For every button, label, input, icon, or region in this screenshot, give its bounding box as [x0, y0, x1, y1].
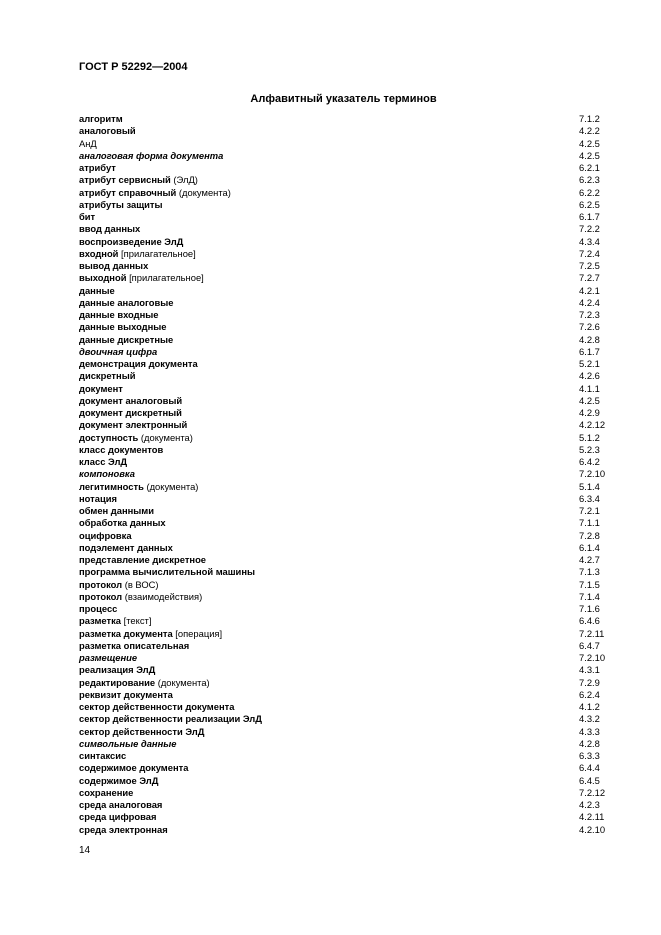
section-reference: 4.1.2 [579, 701, 600, 712]
index-entry [79, 407, 613, 419]
term-text: двоичная цифра [79, 345, 158, 357]
index-term [79, 713, 262, 724]
section-reference: 4.3.2 [579, 713, 600, 725]
term-text: содержимое документа [79, 762, 189, 774]
section-reference: 4.2.8 [579, 737, 600, 749]
section-reference: 5.1.4 [579, 480, 600, 492]
index-term [79, 358, 198, 369]
index-entry [79, 395, 613, 407]
term-text: демонстрация документа [79, 358, 198, 369]
term-text: процесс [79, 603, 118, 614]
index-entry [79, 187, 613, 199]
section-reference: 6.1.7 [579, 345, 600, 357]
document-header: ГОСТ Р 52292—2004 [79, 61, 188, 73]
term-text: компоновка [79, 468, 135, 480]
term-text: размещение [79, 652, 138, 663]
section-reference: 4.2.11 [579, 811, 605, 823]
term-text: аналоговая форма документа [79, 149, 224, 161]
term-text: класс ЭлД [79, 456, 128, 467]
index-entry [79, 530, 613, 542]
index-term [79, 640, 189, 651]
index-entry [79, 248, 613, 260]
index-entry [79, 799, 613, 811]
index-entry [79, 640, 613, 652]
index-term [79, 432, 193, 443]
term-text: данные [79, 284, 115, 296]
term-qualifier: (документа) [176, 186, 231, 198]
section-reference: 7.1.6 [579, 603, 600, 614]
section-reference: 4.2.9 [579, 407, 600, 418]
term-text: подэлемент данных [79, 541, 173, 553]
section-reference: 4.3.1 [579, 664, 600, 676]
term-index [79, 113, 613, 836]
index-entry [79, 542, 613, 554]
index-term [79, 309, 159, 320]
section-reference: 7.2.10 [579, 652, 606, 663]
term-qualifier: АнД [79, 137, 97, 149]
index-term [79, 383, 123, 394]
section-reference: 4.2.6 [579, 370, 600, 382]
section-reference: 7.2.10 [579, 468, 606, 480]
section-reference: 7.2.1 [579, 505, 600, 516]
index-term [79, 591, 202, 602]
index-term [79, 530, 132, 541]
term-qualifier: (документа) [155, 676, 210, 688]
term-text: входной [79, 247, 119, 259]
term-qualifier: (документа) [143, 480, 199, 492]
index-entry [79, 701, 613, 713]
index-entry [79, 174, 613, 186]
index-term [79, 677, 210, 688]
term-text: синтаксис [79, 750, 127, 761]
index-entry [79, 113, 613, 125]
index-term [79, 334, 173, 345]
term-text: атрибуты защиты [79, 198, 163, 210]
index-entry [79, 223, 613, 235]
section-reference: 6.4.2 [579, 456, 600, 467]
index-entry [79, 321, 613, 333]
term-text: обмен данными [79, 505, 155, 516]
term-qualifier: [прилагательное] [126, 272, 204, 284]
section-reference: 7.2.9 [579, 676, 600, 688]
index-term [79, 113, 123, 124]
index-entry [79, 664, 613, 676]
term-text: сохранение [79, 786, 134, 798]
section-reference: 6.3.3 [579, 750, 600, 761]
section-reference: 4.2.4 [579, 296, 600, 308]
section-reference: 7.2.12 [579, 786, 606, 798]
section-reference: 4.2.2 [579, 125, 600, 137]
index-entry [79, 517, 613, 529]
index-entry [79, 199, 613, 211]
term-text: разметка [79, 615, 122, 627]
index-entry [79, 260, 613, 272]
section-reference: 4.2.10 [579, 823, 606, 835]
term-qualifier: (документа) [138, 431, 193, 443]
term-text: разметка документа [79, 627, 173, 639]
section-reference: 7.1.3 [579, 566, 600, 578]
index-entry [79, 566, 613, 578]
index-term [79, 726, 204, 737]
term-text: атрибут [79, 162, 116, 173]
index-term [79, 566, 255, 577]
term-text: ввод данных [79, 223, 141, 235]
index-term [79, 824, 168, 835]
index-term [79, 615, 151, 626]
term-text: аналоговый [79, 125, 136, 137]
index-term [79, 750, 126, 761]
term-text: сектор действенности документа [79, 701, 235, 712]
index-term [79, 125, 136, 136]
index-title: Алфавитный указатель терминов [250, 93, 437, 105]
section-reference: 4.3.4 [579, 235, 600, 247]
index-entry [79, 236, 613, 248]
index-term [79, 138, 97, 149]
term-text: атрибут сервисный [79, 174, 171, 186]
section-reference: 6.1.4 [579, 541, 600, 553]
index-entry [79, 738, 613, 750]
term-text: легитимность [79, 480, 144, 492]
term-text: символьные данные [79, 737, 177, 749]
term-text: документ аналоговый [79, 394, 183, 406]
term-text: представление дискретное [79, 554, 207, 565]
index-term [79, 223, 140, 234]
term-text: данные входные [79, 309, 159, 320]
index-term [79, 579, 159, 590]
section-reference: 4.2.3 [579, 799, 600, 810]
index-entry [79, 811, 613, 823]
index-entry [79, 150, 613, 162]
term-text: вывод данных [79, 260, 149, 271]
term-text: среда электронная [79, 823, 168, 835]
index-entry [79, 493, 613, 505]
index-entry [79, 628, 613, 640]
term-text: сектор действенности реализации ЭлД [79, 713, 262, 725]
index-term [79, 236, 183, 247]
term-text: бит [79, 211, 96, 222]
index-term [79, 419, 187, 430]
section-reference: 7.2.7 [579, 272, 600, 284]
index-term [79, 285, 115, 296]
index-entry [79, 297, 613, 309]
index-entry [79, 689, 613, 701]
index-term [79, 554, 206, 565]
index-entry [79, 591, 613, 603]
index-term [79, 395, 182, 406]
index-entry [79, 787, 613, 799]
section-reference: 7.1.1 [579, 517, 600, 529]
section-reference: 4.1.1 [579, 382, 600, 394]
section-reference: 6.4.6 [579, 615, 600, 627]
index-term [79, 701, 234, 712]
index-term [79, 444, 163, 455]
section-reference: 6.2.2 [579, 186, 600, 198]
index-entry [79, 713, 613, 725]
index-entry [79, 762, 613, 774]
term-text: данные дискретные [79, 333, 174, 345]
index-entry [79, 603, 613, 615]
term-text: алгоритм [79, 113, 123, 124]
index-term [79, 260, 148, 271]
term-text: содержимое ЭлД [79, 774, 159, 786]
section-reference: 4.2.5 [579, 137, 600, 149]
term-text: программа вычислительной машины [79, 566, 255, 578]
index-entry [79, 346, 613, 358]
page-number: 14 [79, 845, 91, 856]
term-text: документ электронный [79, 419, 188, 431]
section-reference: 6.2.5 [579, 198, 600, 210]
section-reference: 7.2.11 [579, 627, 605, 639]
section-reference: 4.2.5 [579, 149, 600, 161]
term-text: обработка данных [79, 517, 166, 529]
index-entry [79, 481, 613, 493]
index-term [79, 297, 173, 308]
section-reference: 7.2.4 [579, 247, 600, 259]
index-term [79, 162, 116, 173]
index-term [79, 370, 135, 381]
index-term [79, 652, 137, 663]
section-reference: 5.2.3 [579, 443, 600, 455]
index-entry [79, 383, 613, 395]
index-term [79, 407, 182, 418]
index-entry [79, 468, 613, 480]
section-reference: 6.2.4 [579, 688, 600, 700]
section-reference: 7.1.5 [579, 578, 600, 590]
section-reference: 6.2.3 [579, 174, 600, 186]
index-term [79, 542, 173, 553]
term-text: реквизит документа [79, 688, 173, 700]
index-term [79, 248, 196, 259]
index-entry [79, 138, 613, 150]
index-term [79, 468, 135, 479]
term-text: редактирование [79, 676, 156, 688]
term-text: сектор действенности ЭлД [79, 725, 205, 737]
index-term [79, 493, 117, 504]
index-entry [79, 211, 613, 223]
term-text: документ [79, 382, 123, 394]
index-term [79, 762, 188, 773]
section-reference: 7.1.4 [579, 590, 600, 602]
index-term [79, 628, 222, 639]
section-reference: 6.4.7 [579, 639, 600, 651]
index-term [79, 187, 231, 198]
index-entry [79, 750, 613, 762]
term-qualifier: (взаимодействия) [122, 590, 203, 602]
index-term [79, 505, 154, 516]
index-term [79, 481, 198, 492]
index-term [79, 174, 198, 185]
term-text: разметка описательная [79, 639, 190, 651]
term-qualifier: [операция] [172, 627, 223, 639]
index-term [79, 689, 173, 700]
index-entry [79, 652, 613, 664]
term-text: воспроизведение ЭлД [79, 235, 184, 247]
section-reference: 7.2.3 [579, 309, 600, 320]
index-entry [79, 272, 613, 284]
term-text: класс документов [79, 443, 164, 455]
index-entry [79, 677, 613, 689]
section-reference: 4.2.1 [579, 284, 600, 296]
index-entry [79, 505, 613, 517]
index-entry [79, 125, 613, 137]
term-text: среда аналоговая [79, 799, 163, 810]
index-term [79, 738, 176, 749]
section-reference: 5.2.1 [579, 358, 600, 369]
term-text: среда цифровая [79, 811, 157, 823]
section-reference: 4.2.7 [579, 554, 600, 565]
section-reference: 7.1.2 [579, 113, 600, 124]
index-entry [79, 309, 613, 321]
index-term [79, 456, 127, 467]
index-term [79, 272, 204, 283]
index-entry [79, 775, 613, 787]
index-entry [79, 419, 613, 431]
index-entry [79, 726, 613, 738]
index-term [79, 787, 133, 798]
section-reference: 4.2.8 [579, 333, 600, 345]
index-entry [79, 615, 613, 627]
term-text: данные выходные [79, 321, 167, 333]
index-term [79, 517, 166, 528]
index-entry [79, 358, 613, 370]
index-term [79, 346, 157, 357]
section-reference: 6.2.1 [579, 162, 600, 173]
index-term [79, 199, 163, 210]
term-qualifier: (ЭлД) [170, 174, 198, 186]
index-entry [79, 554, 613, 566]
index-entry [79, 285, 613, 297]
section-reference: 6.4.4 [579, 762, 600, 774]
section-reference: 6.3.4 [579, 492, 600, 504]
index-term [79, 799, 162, 810]
term-text: данные аналоговые [79, 296, 174, 308]
section-reference: 5.1.2 [579, 431, 600, 443]
section-reference: 6.1.7 [579, 211, 600, 222]
section-reference: 7.2.8 [579, 529, 600, 541]
section-reference: 7.2.5 [579, 260, 600, 271]
index-entry [79, 432, 613, 444]
term-qualifier: [текст] [121, 615, 152, 627]
section-reference: 6.4.5 [579, 774, 600, 786]
index-entry [79, 579, 613, 591]
index-entry [79, 370, 613, 382]
term-text: протокол [79, 590, 123, 602]
section-reference: 7.2.6 [579, 321, 600, 333]
term-text: документ дискретный [79, 407, 182, 418]
term-text: дискретный [79, 370, 136, 382]
term-text: оцифровка [79, 529, 132, 541]
index-term [79, 603, 117, 614]
index-term [79, 321, 167, 332]
index-entry [79, 334, 613, 346]
term-text: доступность [79, 431, 139, 443]
term-text: атрибут справочный [79, 186, 177, 198]
index-term [79, 150, 223, 161]
index-term [79, 664, 155, 675]
index-entry [79, 824, 613, 836]
index-entry [79, 456, 613, 468]
index-entry [79, 444, 613, 456]
section-reference: 4.2.12 [579, 419, 606, 431]
term-text: выходной [79, 272, 127, 284]
index-term [79, 811, 156, 822]
term-text: нотация [79, 492, 117, 504]
term-qualifier: (в ВОС) [122, 578, 159, 590]
term-text: реализация ЭлД [79, 664, 156, 676]
term-text: протокол [79, 578, 123, 590]
index-term [79, 775, 158, 786]
index-entry [79, 162, 613, 174]
section-reference: 4.2.5 [579, 394, 600, 406]
section-reference: 7.2.2 [579, 223, 600, 235]
term-qualifier: [прилагательное] [118, 247, 196, 259]
index-term [79, 211, 95, 222]
section-reference: 4.3.3 [579, 725, 600, 737]
